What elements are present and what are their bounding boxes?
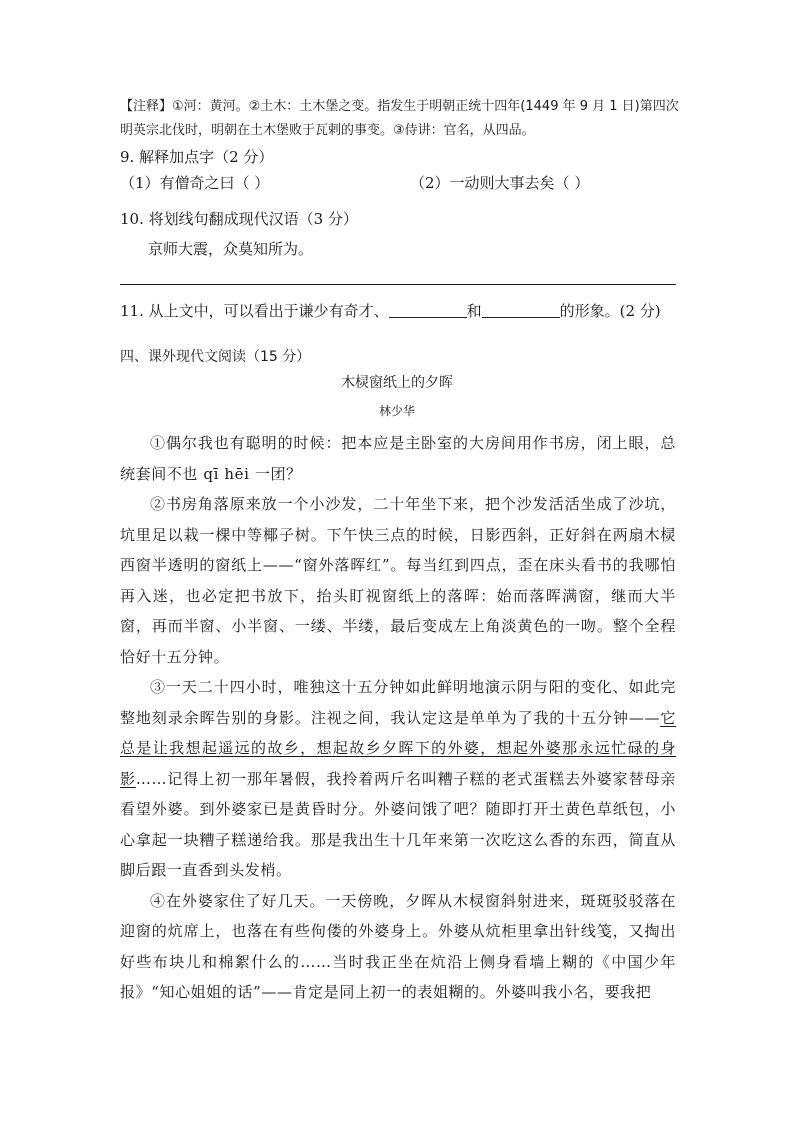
paragraph-1: ①偶尔我也有聪明的时候：把本应是主卧室的大房间用作书房，闭上眼，总统套间不也 qī hēi 一团？ [120,434,676,483]
paragraph-4: ④在外婆家住了好几天。一天傍晚，夕晖从木棂窗斜射进来，斑斑驳驳落在迎窗的炕席上，也落在有些佝偻的外婆身上。外婆从炕柜里拿出针线笺，又掏出好些布块儿和棉絮什么的……当时我正坐在炕沿上侧身看墙上糊的《中国少年报》“知心姐姐的话”——肯定是同上初一的表姐糊的。外婆叫我小名，要我把 [120,891,676,1001]
question-11-prefix: 11. 从上文中，可以看出于谦少有奇才、 [120,302,389,320]
answer-blank-1 [389,303,467,318]
question-9-title: 9. 解释加点字（2 分） [120,148,274,166]
section-4-heading: 四、课外现代文阅读（15 分） [120,349,311,365]
annotation-note: 【注释】①河：黄河。②土木：土木堡之变。指发生于明朝正统十四年(1449 年 9 月 1 日)第四次明英宗北伐时，明朝在土木堡败于瓦剌的事变。③侍讲：官名，从四品。 [120,99,679,138]
question-10-title: 10. 将划线句翻成现代汉语（3 分） [120,210,358,228]
article-author: 林少华 [378,404,415,418]
answer-blank-2 [482,303,560,318]
answer-line [120,284,676,285]
question-10-sentence: 京师大震，众莫知所为。 [148,240,314,258]
question-11-middle: 和 [466,302,482,320]
question-11-suffix: 的形象。(2 分) [559,302,661,320]
question-9-item-1: （1）有僧奇之曰（ ） [120,174,270,192]
paragraph-3-part-b: ……记得上初一那年暑假，我拎着两斤名叫糟子糕的老式蛋糕去外婆家替母亲看望外婆。到外婆家已是黄昏时分。外婆问饿了吧？随即打开土黄色草纸包，小心拿起一块糟子糕递给我。那是我出生十几年来第一次吃这么香的东西，简直从脚后跟一直香到头发梢。 [120,769,676,879]
paragraph-2: ②书房角落原来放一个小沙发，二十年坐下来，把个沙发活活坐成了沙坑，坑里足以栽一棵中等椰子树。下午快三点的时候，日影西斜，正好斜在两扇木棂西窗半透明的窗纸上——“窗外落晖红”。每当红到四点，歪在床头看书的我哪怕再入迷，也必定把书放下，抬头盯视窗纸上的落晖：始而落晖满窗，继而大半窗，再而半窗、小半窗、一缕、半缕，最后变成左上角淡黄色的一吻。整个全程恰好十五分钟。 [120,495,676,666]
question-9-item-2: （2）一动则大事去矣（ ） [410,174,590,192]
article-body [120,428,676,1008]
paragraph-3 [120,672,676,886]
paragraph-3-part-a: ③一天二十四小时，唯独这十五分钟如此鲜明地演示阴与阳的变化、如此完整地刻录余晖告别的身影。注视之间，我认定这是单单为了我的十五分钟—— [120,678,676,727]
article-title: 木棂窗纸上的夕晖 [341,375,453,391]
underlined-sentence: 它总是让我想起遥远的故乡，想起故乡夕晖下的外婆，想起外婆那永远忙碌的身影 [120,708,676,788]
question-11 [120,300,661,322]
